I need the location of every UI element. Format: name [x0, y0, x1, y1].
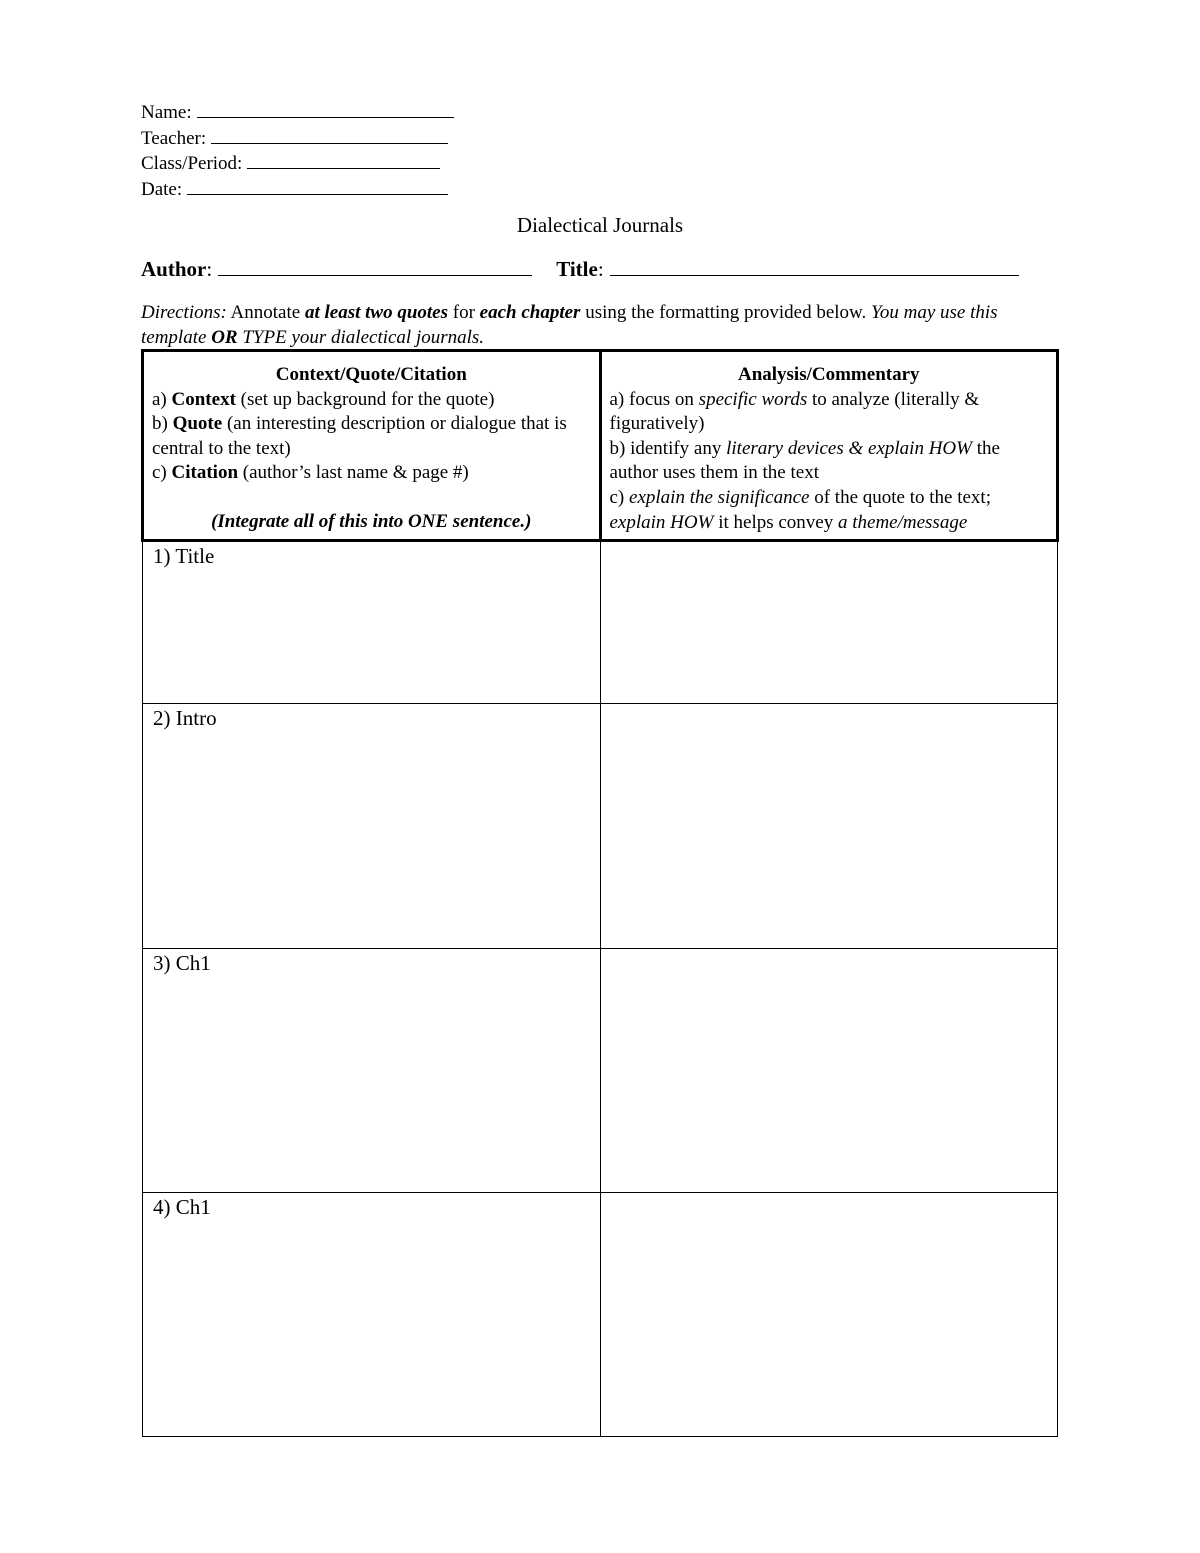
teacher-row: [141, 126, 454, 152]
right-instruction-a: a) focus on specific words to analyze (literally & figuratively): [609, 388, 980, 435]
directions-emphasis: at least two quotes: [304, 302, 448, 323]
analysis-cell[interactable]: [600, 541, 1058, 704]
directions-label: Directions:: [141, 302, 227, 323]
entry-label: 1) Title: [153, 544, 215, 569]
name-row: [141, 100, 454, 126]
student-info-block: [141, 100, 454, 202]
class-period-blank-line[interactable]: [247, 151, 440, 169]
class-period-label: Class/Period:: [141, 153, 243, 175]
name-label: Name:: [141, 102, 192, 123]
table-row: [143, 949, 1058, 1193]
entry-label: 3) Ch1: [153, 951, 211, 976]
right-instruction-b: b) identify any literary devices & explain HOW the author uses them in the text: [609, 437, 1000, 484]
left-instruction-c: c) Citation (author’s last name & page #): [152, 462, 469, 484]
analysis-cell[interactable]: [600, 1193, 1058, 1437]
author-blank-line[interactable]: [218, 257, 532, 276]
author-label: Author: [141, 257, 207, 281]
author-title-row: Author : Title :: [141, 257, 1019, 282]
directions-italic-part: You may use this template: [141, 302, 998, 348]
date-blank-line[interactable]: [187, 177, 448, 195]
directions-text: [141, 300, 1056, 350]
integrate-note: (Integrate all of this into ONE sentence.): [211, 510, 532, 532]
directions-text-part: Annotate: [226, 302, 305, 323]
title-label: Title: [556, 257, 598, 281]
entry-label-cell[interactable]: [143, 541, 601, 704]
table-header-row: [143, 351, 1058, 541]
table-row: [143, 704, 1058, 949]
right-instruction-c: c) explain the significance of the quote to the text; explain HOW it helps convey a theme/message: [609, 486, 991, 533]
left-column-title: Context/Quote/Citation: [275, 364, 467, 385]
entry-label-cell[interactable]: [143, 704, 601, 949]
left-instruction-a: a) Context (set up background for the quote): [152, 388, 495, 410]
dialectical-journal-table: [141, 349, 1059, 1437]
analysis-commentary-header: [600, 351, 1058, 541]
table-row: [143, 1193, 1058, 1437]
left-instruction-b: b) Quote (an interesting description or dialogue that is central to the text): [152, 413, 567, 459]
right-column-title: Analysis/Commentary: [737, 364, 920, 385]
directions-emphasis: OR: [211, 327, 238, 348]
context-quote-citation-header: [143, 351, 601, 541]
entry-label: 2) Intro: [153, 706, 217, 731]
entry-label-cell[interactable]: [143, 1193, 601, 1437]
teacher-label: Teacher:: [141, 127, 207, 149]
name-blank-line[interactable]: [197, 100, 454, 118]
directions-italic-part: TYPE your dialectical journals.: [237, 327, 485, 348]
table-row: [143, 541, 1058, 704]
analysis-cell[interactable]: [600, 949, 1058, 1193]
entry-label: 4) Ch1: [153, 1195, 211, 1220]
directions-text-part: for: [448, 302, 480, 323]
directions-text-part: using the formatting provided below.: [580, 302, 872, 323]
teacher-blank-line[interactable]: [211, 126, 448, 144]
class-period-row: [141, 151, 454, 177]
title-blank-line[interactable]: [610, 257, 1019, 276]
directions-emphasis: each chapter: [479, 302, 581, 323]
document-title: Dialectical Journals: [516, 213, 684, 237]
date-row: [141, 177, 454, 203]
analysis-cell[interactable]: [600, 704, 1058, 949]
entry-label-cell[interactable]: [143, 949, 601, 1193]
date-label: Date:: [141, 178, 183, 200]
